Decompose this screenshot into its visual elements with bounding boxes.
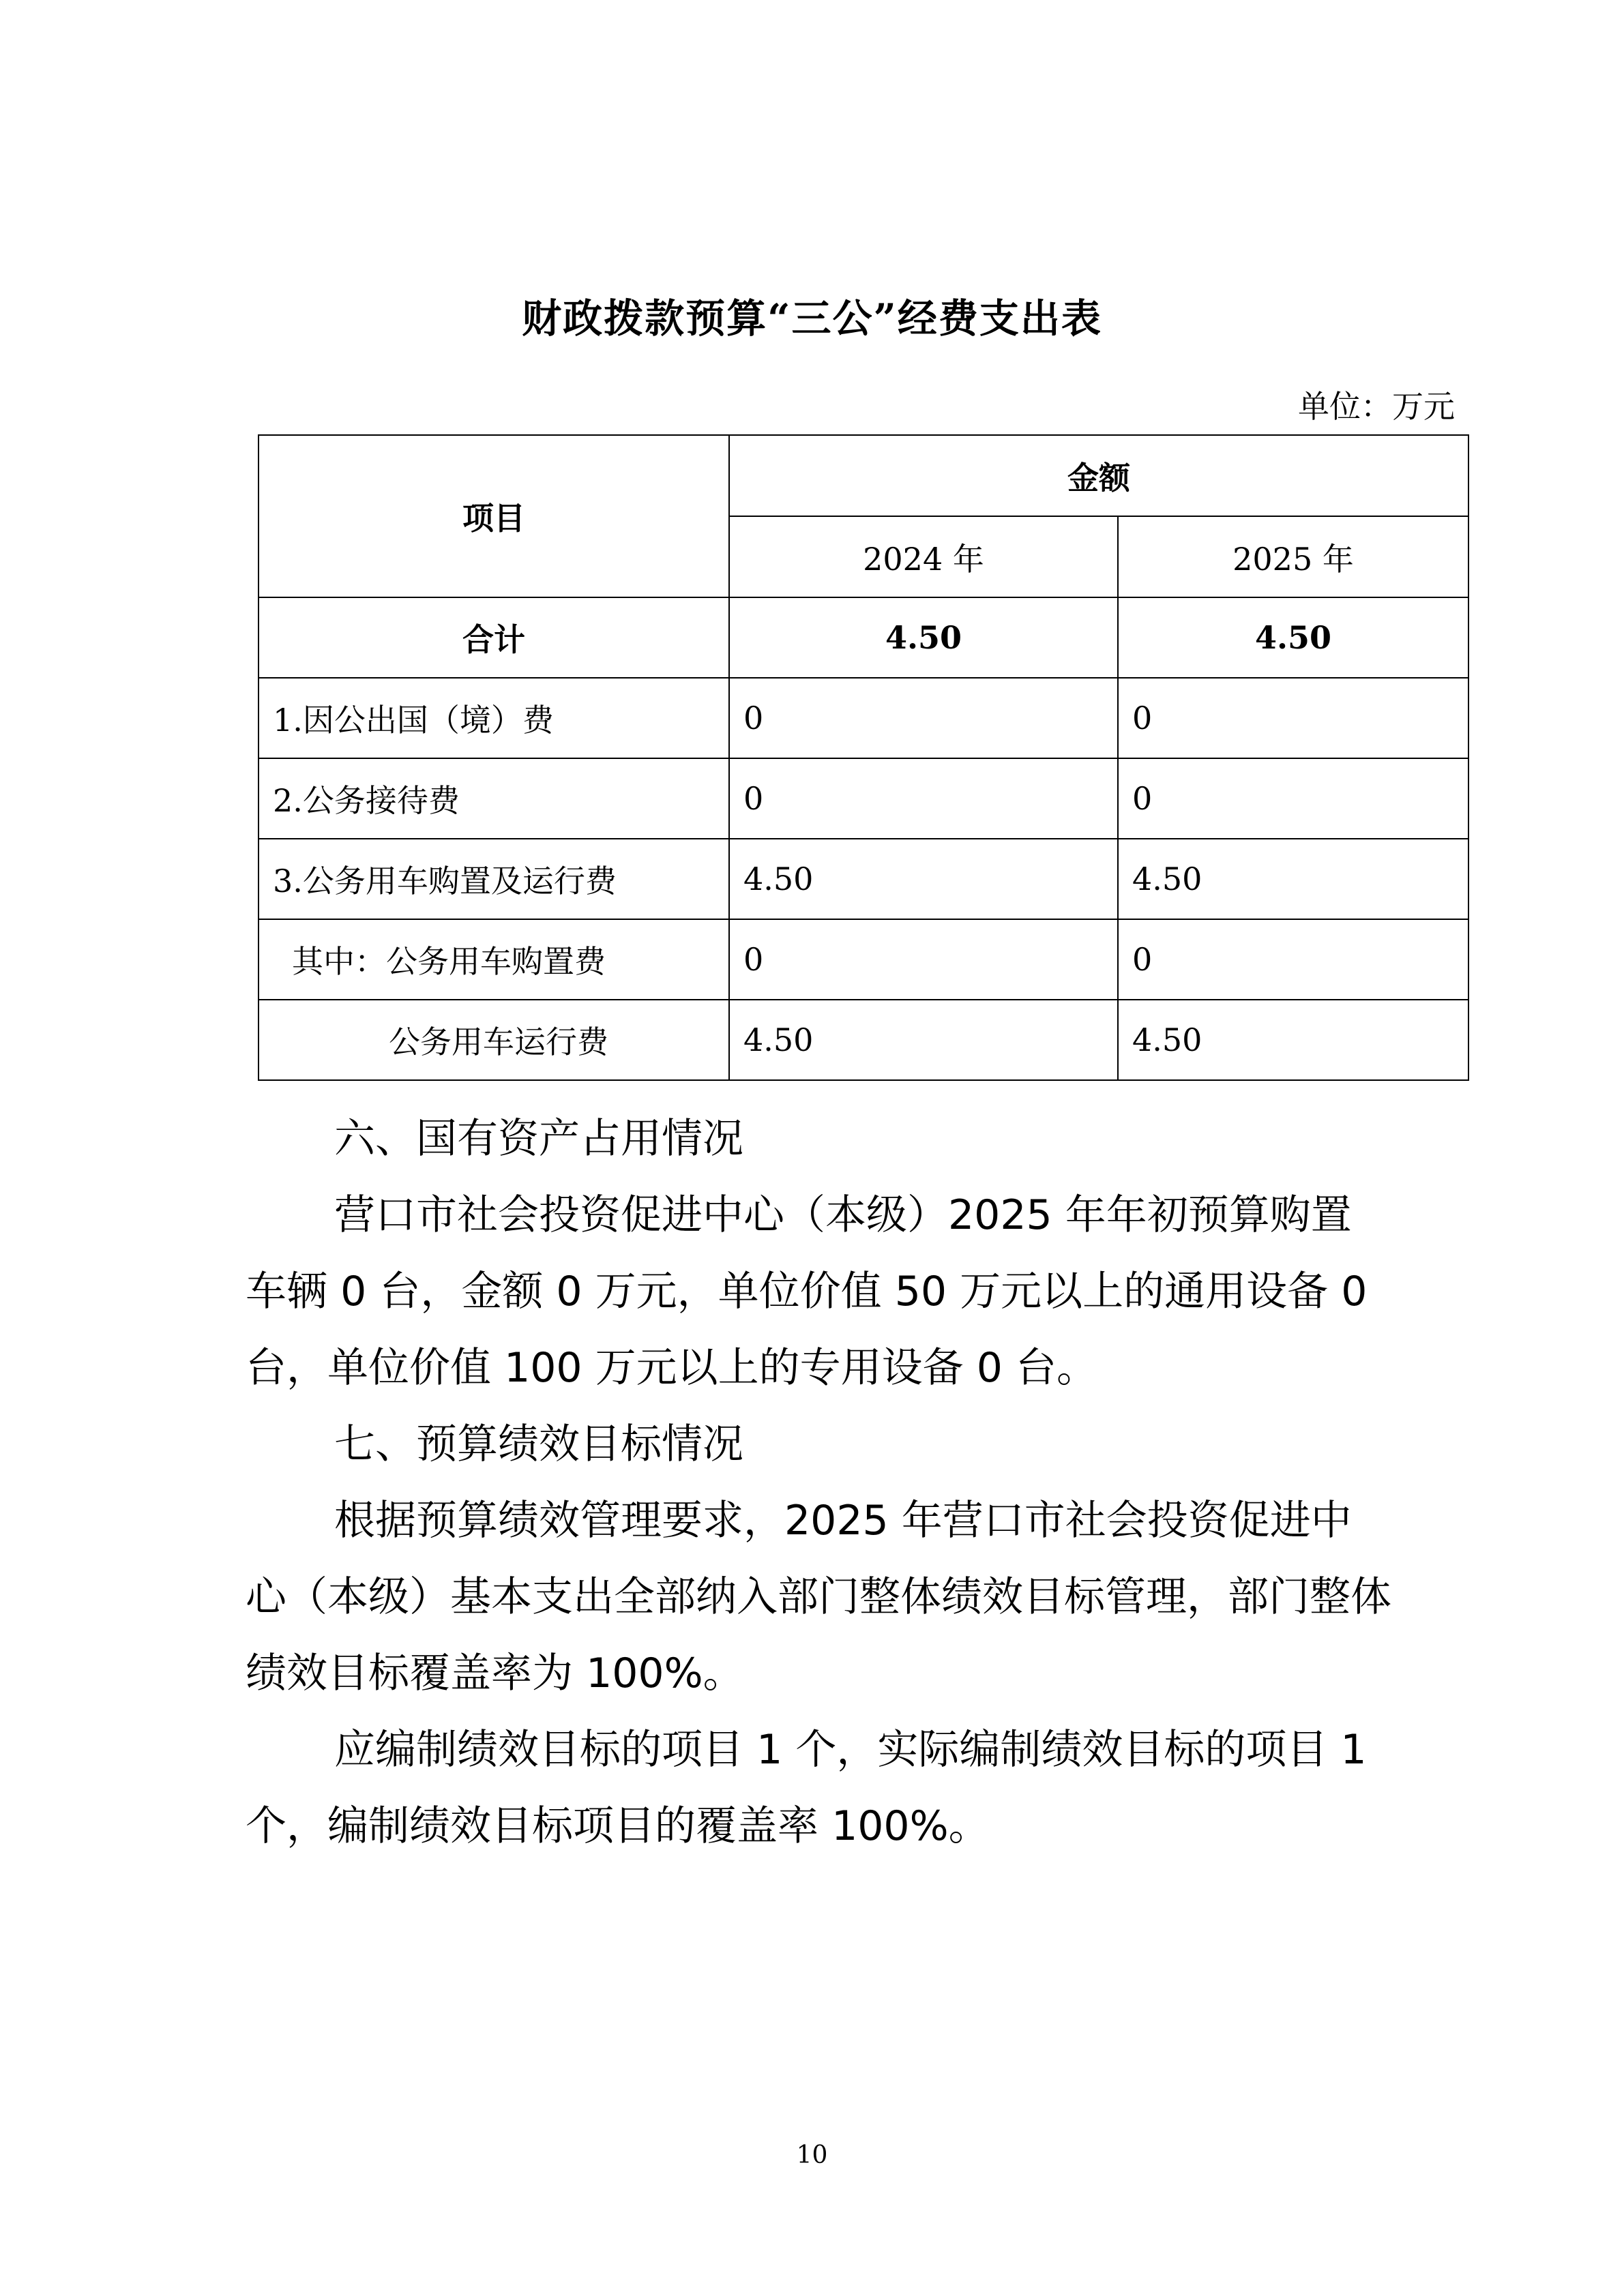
row-value-2024: 4.50 <box>729 1000 1118 1080</box>
row-value-2024: 4.50 <box>729 597 1118 678</box>
header-year-2024: 2024 年 <box>729 516 1118 597</box>
section-six-heading: 六、国有资产占用情况 <box>334 1115 743 1163</box>
row-value-2024: 0 <box>729 678 1118 758</box>
section-seven-paragraph-1: 根据预算绩效管理要求，2025 年营口市社会投资促进中心（本级）基本支出全部纳入部门整体绩效目标管理，部门整体绩效目标覆盖率为 100%。 <box>246 1497 1391 1697</box>
page-number: 10 <box>796 2141 828 2169</box>
three-public-expenses-table <box>258 434 1469 1081</box>
table-header-row <box>259 435 1468 516</box>
row-label: 其中：公务用车购置费 <box>259 919 729 1000</box>
unit-label: 单位：万元 <box>1298 388 1455 425</box>
table-row <box>259 678 1468 758</box>
row-value-2025: 4.50 <box>1118 597 1468 678</box>
header-item: 项目 <box>259 435 729 597</box>
row-label: 2.公务接待费 <box>259 758 729 839</box>
row-label: 合计 <box>259 597 729 678</box>
row-value-2024: 0 <box>729 919 1118 1000</box>
section-six-paragraph: 营口市社会投资促进中心（本级）2025 年年初预算购置车辆 0 台，金额 0 万元，单位价值 50 万元以上的通用设备 0 台，单位价值 100 万元以上的专用设备 0 台。 <box>246 1191 1368 1392</box>
row-label: 1.因公出国（境）费 <box>259 678 729 758</box>
row-value-2024: 0 <box>729 758 1118 839</box>
section-seven-heading: 七、预算绩效目标情况 <box>334 1420 743 1468</box>
table-row <box>259 1000 1468 1080</box>
table-row <box>259 839 1468 919</box>
section-seven-paragraph-2: 应编制绩效目标的项目 1 个，实际编制绩效目标的项目 1 个，编制绩效目标项目的覆盖率 100%。 <box>246 1726 1367 1850</box>
header-year-2025: 2025 年 <box>1118 516 1468 597</box>
table-row <box>259 919 1468 1000</box>
table-row <box>259 597 1468 678</box>
row-label: 3.公务用车购置及运行费 <box>259 839 729 919</box>
row-label: 公务用车运行费 <box>259 1000 729 1080</box>
row-value-2025: 4.50 <box>1118 1000 1468 1080</box>
table-title: 财政拨款预算“三公”经费支出表 <box>522 295 1102 342</box>
row-value-2024: 4.50 <box>729 839 1118 919</box>
row-value-2025: 4.50 <box>1118 839 1468 919</box>
row-value-2025: 0 <box>1118 678 1468 758</box>
section-six <box>246 1101 1391 1864</box>
row-value-2025: 0 <box>1118 919 1468 1000</box>
header-amount: 金额 <box>729 435 1468 516</box>
row-value-2025: 0 <box>1118 758 1468 839</box>
table-row <box>259 758 1468 839</box>
